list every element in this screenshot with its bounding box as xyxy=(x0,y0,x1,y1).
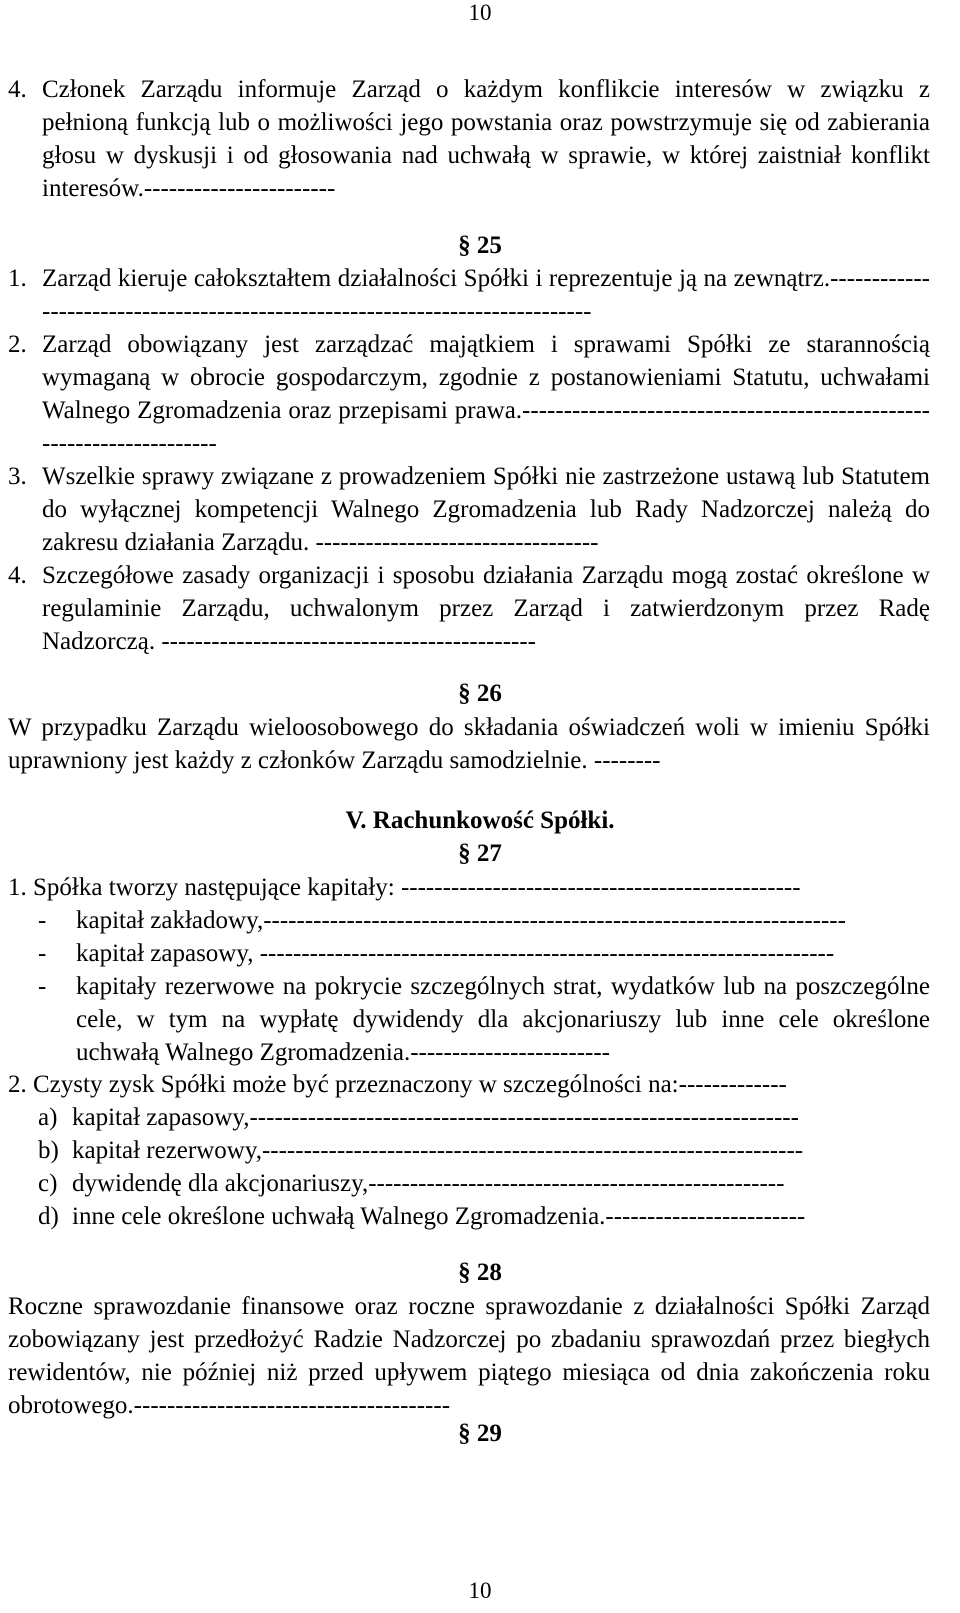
chapter-title: V. Rachunkowość Spółki. xyxy=(345,807,615,834)
item-text: Zarząd obowiązany jest zarządzać majątkiem i sprawami Spółki ze starannością wymaganą w obrocie gospodarczym, zgodnie z postanowieniami Statutu, uchwałami Walnego Zgromadzenia oraz przepisami prawa.---------------------------------------------------------------------- xyxy=(42,331,930,457)
item-text: Szczegółowe zasady organizacji i sposobu działania Zarządu mogą zostać określone w regulaminie Zarządu, uchwalonym przez Zarząd i zatwierdzonym przez Radę Nadzorczą. --------------------------------------------- xyxy=(42,562,930,655)
list-item-text: kapitał rezerwowy,----------------------------------------------------------------- xyxy=(72,1137,804,1164)
s25-item xyxy=(8,559,930,658)
item-number: 4. xyxy=(8,76,27,103)
list-marker: - xyxy=(38,940,47,967)
s25-item xyxy=(8,328,930,460)
page-number-top: 10 xyxy=(468,0,492,25)
s25-item xyxy=(8,460,930,559)
list-item xyxy=(38,1101,930,1134)
s25-items xyxy=(8,262,930,658)
s27-item-2: 2. Czysty zysk Spółki może być przeznaczony w szczególności na:------------- xyxy=(8,1071,787,1098)
item-number: 2. xyxy=(8,331,27,358)
s27-item-1: 1. Spółka tworzy następujące kapitały: ------------------------------------------------ xyxy=(8,874,801,901)
list-item-text: dywidendę dla akcjonariuszy,-------------------------------------------------- xyxy=(72,1170,785,1197)
page-number-bottom: 10 xyxy=(468,1578,492,1603)
s25-heading: § 25 xyxy=(458,232,502,259)
s27-heading: § 27 xyxy=(458,840,502,867)
list-marker: a) xyxy=(38,1104,58,1131)
item-text: Wszelkie sprawy związane z prowadzeniem Spółki nie zastrzeżone ustawą lub Statutem do wyłącznej kompetencji Walnego Zgromadzenia lub Rady Nadzorczej należą do zakresu działania Zarządu. ---------------------------------- xyxy=(42,463,930,556)
list-marker: c) xyxy=(38,1170,58,1197)
list-item xyxy=(38,1167,930,1200)
s26-heading: § 26 xyxy=(458,680,502,707)
s26-text: W przypadku Zarządu wieloosobowego do składania oświadczeń woli w imieniu Spółki uprawniony jest każdy z członków Zarządu samodzielnie. -------- xyxy=(8,714,930,774)
s27-uses-list xyxy=(38,1101,930,1233)
s27-capitals-list xyxy=(38,904,930,1069)
list-item xyxy=(38,904,930,937)
list-item xyxy=(38,1200,930,1233)
s24-item-4-text: Członek Zarządu informuje Zarząd o każdym konflikcie interesów w związku z pełnioną funkcją lub o możliwości jego powstania oraz powstrzymuje się od zabierania głosu w dyskusji i od głosowania nad uchwałą w sprawie, w której zaistniał konflikt interesów.----------------------- xyxy=(42,76,930,202)
list-item-text: kapitał zapasowy, --------------------------------------------------------------------- xyxy=(76,940,835,967)
s28-text: Roczne sprawozdanie finansowe oraz roczne sprawozdanie z działalności Spółki Zarząd zobowiązany jest przedłożyć Radzie Nadzorczej po zbadaniu sprawozdań przez biegłych rewidentów, nie później niż przed upływem piątego miesiąca od dnia zakończenia roku obrotowego.-------------------------------------- xyxy=(8,1293,930,1419)
list-item-text: kapitał zapasowy,------------------------------------------------------------------ xyxy=(72,1104,799,1131)
list-item xyxy=(38,1134,930,1167)
list-marker: b) xyxy=(38,1137,59,1164)
item-number: 1. xyxy=(8,265,27,292)
s29-heading: § 29 xyxy=(458,1420,502,1447)
list-item xyxy=(38,937,930,970)
list-marker: - xyxy=(38,907,47,934)
item-number: 3. xyxy=(8,463,27,490)
s28-heading: § 28 xyxy=(458,1259,502,1286)
list-item-text: kapitał zakładowy,---------------------------------------------------------------------- xyxy=(76,907,846,934)
s24-item-4 xyxy=(8,73,930,205)
list-item xyxy=(38,970,930,1069)
list-item-text: kapitały rezerwowe na pokrycie szczególnych strat, wydatków lub na poszczególne cele, w tym na wypłatę dywidendy dla akcjonariuszy lub inne cele określone uchwałą Walnego Zgromadzenia.------------------------ xyxy=(76,973,930,1066)
item-number: 4. xyxy=(8,562,27,589)
list-item-text: inne cele określone uchwałą Walnego Zgromadzenia.------------------------ xyxy=(72,1203,806,1230)
list-marker: d) xyxy=(38,1203,59,1230)
s25-item xyxy=(8,262,930,328)
list-marker: - xyxy=(38,973,47,1000)
item-text: Zarząd kieruje całokształtem działalności Spółki i reprezentuje ją na zewnątrz.------------------------------------------------------------------------------ xyxy=(42,265,930,325)
